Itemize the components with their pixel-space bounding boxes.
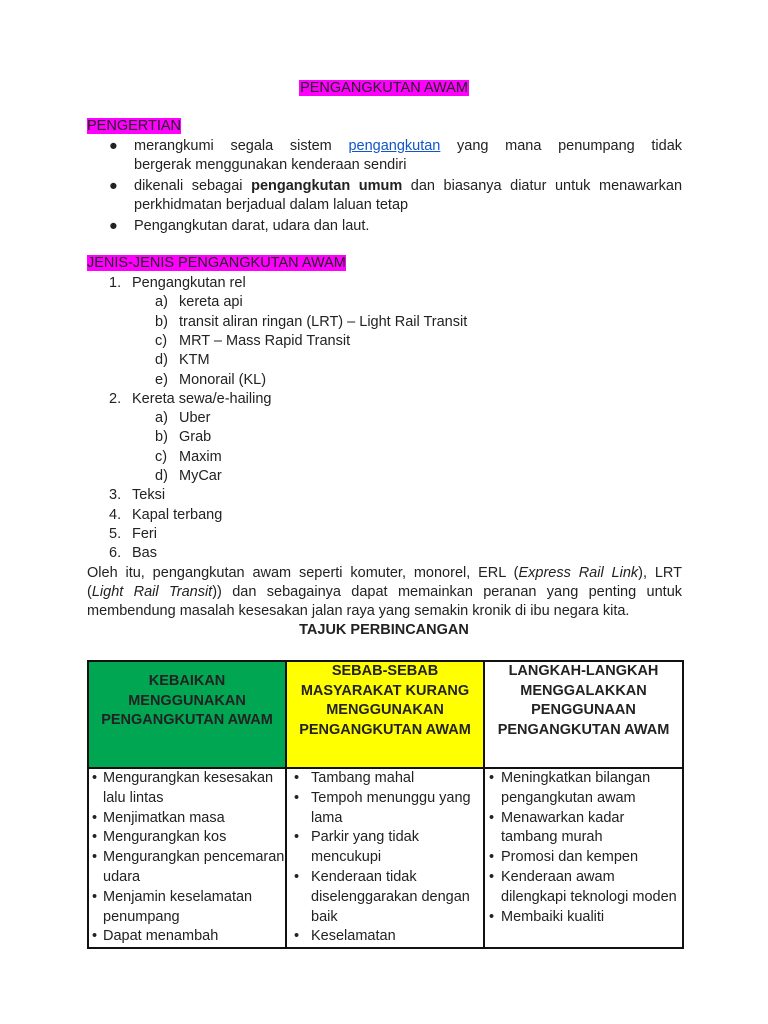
section-heading-pengertian: PENGERTIAN	[87, 118, 182, 134]
transport-subtype-item	[155, 293, 243, 312]
langkah-cell	[484, 768, 683, 948]
section-heading-jenis: JENIS-JENIS PENGANGKUTAN AWAM	[87, 255, 346, 271]
subitem-label: Maxim	[179, 448, 222, 465]
definition-item: ● Pengangkutan darat, udara dan laut.	[109, 218, 370, 234]
table-list-item: • Menjamin keselamatan penumpang	[92, 888, 253, 925]
transport-type-item	[109, 544, 157, 563]
header-langkah: LANGKAH-LANGKAH MENGGALAKKAN PENGGUNAAN PENGANGKUTAN AWAM	[484, 661, 683, 768]
bullet-icon: •	[92, 849, 98, 866]
table-list-item: • Kenderaan tidak diselenggarakan dengan baik	[294, 868, 470, 925]
subitem-label: Uber	[179, 410, 211, 427]
item-label: Kapal terbang	[132, 506, 223, 523]
transport-subtype-item	[155, 428, 211, 447]
item-label: Kereta sewa/e-hailing	[132, 390, 272, 407]
item-label: Teksi	[132, 487, 166, 504]
subitem-letter: a)	[155, 294, 168, 311]
item-label: Feri	[132, 525, 157, 542]
item-label: Pengangkutan rel	[132, 275, 246, 291]
transport-type-item	[109, 486, 165, 505]
item-number: 1.	[109, 275, 122, 291]
table-list-item: • Tambang mahal	[287, 769, 483, 789]
subitem-letter: c)	[155, 448, 168, 465]
subitem-label: kereta api	[179, 294, 243, 311]
pengangkutan-link[interactable]: pengangkutan	[348, 138, 441, 154]
table-list-item: • Tempoh menunggu yang lama	[294, 789, 471, 826]
subitem-letter: a)	[155, 410, 168, 427]
bullet-icon: •	[92, 829, 98, 846]
table-list-item: • Mengurangkan kesesakan lalu lintas	[92, 770, 274, 806]
transport-subtype-item	[155, 332, 350, 351]
subitem-label: transit aliran ringan (LRT) – Light Rail Transit	[179, 313, 468, 330]
table-list-item: • Menawarkan kadar tambang murah	[489, 809, 625, 846]
bullet-icon: •	[489, 809, 495, 826]
bullet-icon: •	[92, 928, 98, 945]
table-list-item: • Mengurangkan kos	[89, 828, 285, 848]
table-list-item: • Keselamatan	[287, 927, 483, 947]
transport-subtype-item	[155, 467, 222, 486]
definition-item: ● merangkumi segala sistem pengangkutan yang mana penumpang tidak bergerak menggunakan kenderaan sendiri	[109, 138, 683, 173]
item-number: 6.	[109, 545, 122, 562]
transport-subtype-item	[155, 448, 222, 467]
bullet-icon: ●	[109, 218, 118, 234]
transport-type-item	[109, 274, 246, 293]
subitem-letter: b)	[155, 429, 168, 446]
bullet-icon: •	[92, 888, 98, 905]
definition-list	[87, 137, 682, 236]
bullet-icon: •	[489, 770, 495, 786]
bullet-icon: •	[489, 868, 495, 885]
header-sebab: SEBAB-SEBAB MASYARAKAT KURANG MENGGUNAKAN PENGANGKUTAN AWAM	[286, 661, 484, 768]
item-number: 4.	[109, 506, 122, 523]
paragraph-line: Oleh itu, pengangkutan awam seperti komuter, monorel, ERL (Express Rail Link), LRT	[87, 565, 682, 581]
paragraph-line: (Light Rail Transit)) dan sebagainya dapat memainkan peranan yang penting untuk	[87, 584, 683, 600]
item-label: Bas	[132, 545, 157, 562]
subitem-label: MRT – Mass Rapid Transit	[179, 332, 351, 349]
discussion-table	[87, 660, 684, 949]
bullet-icon: •	[92, 809, 98, 826]
subitem-letter: d)	[155, 468, 168, 484]
transport-subtype-item	[155, 313, 467, 332]
bullet-icon: •	[294, 829, 300, 846]
table-list-item: • Dapat menambah	[89, 927, 285, 947]
table-list-item: • Membaiki kualiti	[485, 908, 682, 928]
transport-type-item	[109, 525, 157, 544]
subitem-letter: b)	[155, 313, 168, 330]
subitem-label: MyCar	[179, 468, 222, 484]
table-list-item: • Meningkatkan bilangan pengangkutan awam	[489, 770, 651, 806]
discussion-title: TAJUK PERBINCANGAN	[299, 622, 469, 638]
transport-subtype-item	[155, 409, 210, 428]
bullet-icon: ●	[109, 178, 118, 194]
header-kebaikan: KEBAIKAN MENGGUNAKAN PENGANGKUTAN AWAM	[88, 661, 286, 768]
table-list-item: • Mengurangkan pencemaran udara	[92, 849, 285, 885]
bullet-icon: •	[489, 849, 495, 866]
transport-type-item	[109, 506, 222, 525]
subitem-letter: e)	[155, 371, 168, 388]
subitem-label: Monorail (KL)	[179, 371, 267, 388]
sebab-cell	[286, 768, 484, 948]
bullet-icon: •	[294, 770, 300, 786]
subitem-label: Grab	[179, 429, 212, 446]
bullet-icon: •	[294, 928, 300, 945]
bullet-icon: •	[294, 868, 300, 885]
bullet-icon: •	[92, 770, 98, 786]
kebaikan-cell	[88, 768, 286, 948]
transport-subtype-item	[155, 351, 210, 370]
table-list-item: • Promosi dan kempen	[485, 848, 682, 868]
bullet-icon: •	[294, 789, 300, 806]
bullet-icon: ●	[109, 138, 118, 154]
subitem-letter: d)	[155, 352, 168, 369]
subitem-letter: c)	[155, 332, 168, 349]
table-list-item: • Menjimatkan masa	[89, 809, 285, 829]
bullet-icon: •	[489, 908, 495, 925]
definition-item: ● dikenali sebagai pengangkutan umum dan biasanya diatur untuk menawarkan perkhidmatan berjadual dalam laluan tetap	[109, 178, 683, 213]
table-list-item: • Parkir yang tidak mencukupi	[294, 829, 419, 866]
item-number: 3.	[109, 487, 122, 504]
page-title: PENGANGKUTAN AWAM	[300, 80, 468, 96]
item-number: 5.	[109, 525, 122, 542]
item-number: 2.	[109, 390, 122, 407]
subitem-label: KTM	[179, 352, 210, 369]
transport-subtype-item	[155, 371, 266, 390]
table-list-item: • Kenderaan awam dilengkapi teknologi moden	[489, 868, 677, 905]
transport-type-item	[109, 390, 271, 409]
paragraph-line: membendung masalah kesesakan jalan raya yang semakin kronik di ibu negara kita.	[87, 603, 630, 619]
